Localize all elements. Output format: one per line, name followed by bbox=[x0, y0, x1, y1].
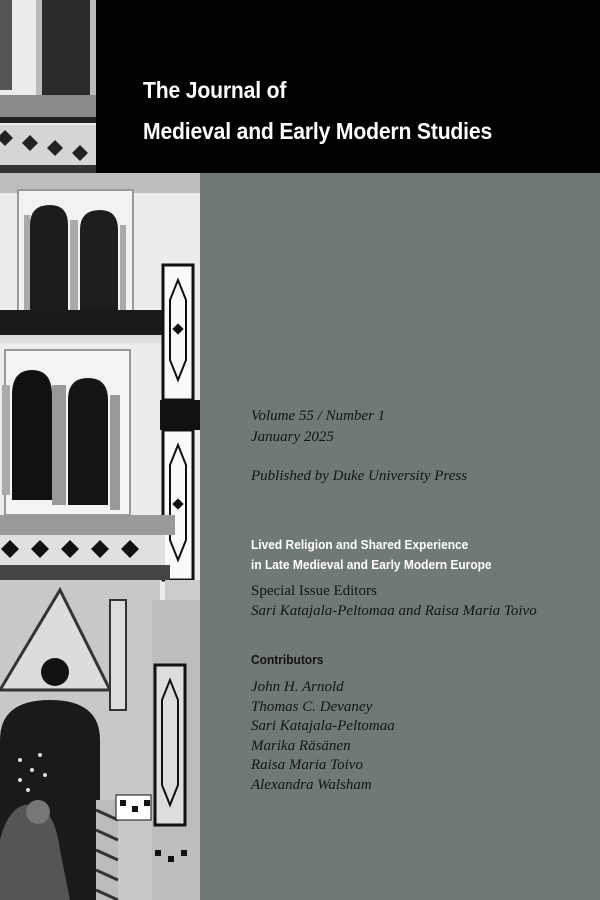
title-banner bbox=[96, 0, 600, 173]
special-issue-theme bbox=[251, 535, 492, 575]
contributors-list bbox=[251, 678, 395, 795]
publisher-line: Published by Duke University Press bbox=[251, 468, 468, 484]
contributor-name: Marika Räsänen bbox=[251, 737, 351, 754]
journal-title bbox=[143, 70, 492, 152]
journal-title-line-2: Medieval and Early Modern Studies bbox=[143, 118, 493, 144]
journal-title-line-1: The Journal of bbox=[143, 77, 287, 103]
issue-date: January 2025 bbox=[251, 429, 334, 445]
editors-names: Sari Katajala-Peltomaa and Raisa Maria Toivo bbox=[251, 603, 537, 619]
theme-line-2: in Late Medieval and Early Modern Europe bbox=[251, 557, 492, 572]
issue-info bbox=[251, 406, 385, 448]
contributors-heading: Contributors bbox=[251, 652, 324, 667]
editors-label: Special Issue Editors bbox=[251, 583, 377, 599]
theme-line-1: Lived Religion and Shared Experience bbox=[251, 537, 469, 552]
contributor-name: Sari Katajala-Peltomaa bbox=[251, 718, 395, 734]
contributor-name: Thomas C. Devaney bbox=[251, 698, 373, 715]
info-panel bbox=[200, 173, 600, 900]
contributor-name: John H. Arnold bbox=[251, 679, 344, 695]
volume-number: Volume 55 / Number 1 bbox=[251, 408, 386, 424]
contributor-name: Raisa Maria Toivo bbox=[251, 757, 363, 773]
contributor-name: Alexandra Walsham bbox=[251, 776, 372, 793]
